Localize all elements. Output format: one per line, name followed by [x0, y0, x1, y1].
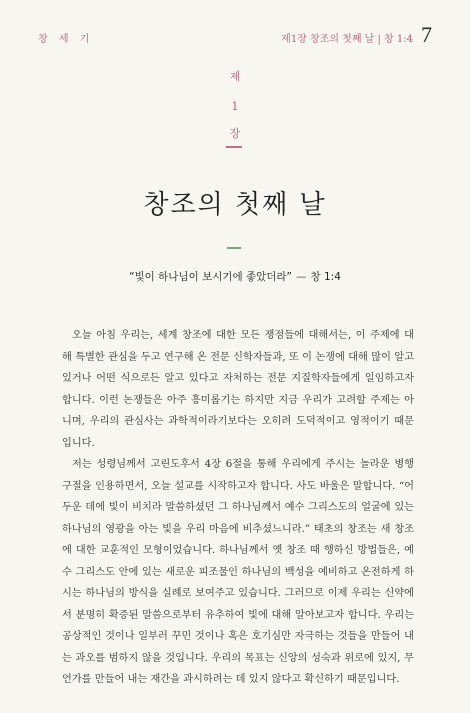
chapter-title: 창조의 첫째 날 — [143, 190, 327, 220]
paragraph-line: 공상적인 것이나 일부러 꾸민 것이나 혹은 호기심만 자극하는 것들을 만들어 내 — [62, 631, 414, 642]
paragraph-line: 합니다. 이런 논쟁들은 아주 흥미롭기는 하지만 지금 우리가 고려할 주제는 아 — [62, 394, 414, 406]
epigraph-reference: 창 1:4 — [310, 271, 341, 283]
header-right — [281, 22, 432, 48]
paragraph-line: 해 특별한 관심을 두고 연구해 온 전문 신학자들과, 또 이 논쟁에 대해 많이 알고 — [62, 351, 414, 363]
paragraph-line: 서 분명히 확증된 말씀으로부터 유추하여 빛에 대해 알아보고자 합니다. 우리는 — [62, 609, 414, 621]
header-book-title: 창 세 기 — [38, 34, 94, 45]
paragraph-line: 에 대한 교훈적인 모형이었습니다. 하나님께서 옛 창조 때 행하신 방법들은, 예 — [62, 545, 414, 556]
epigraph-quote: “빛이 하나님이 보시기에 좋았더라” — [129, 271, 292, 283]
paragraph-line: 언가를 만들어 내는 재간을 과시하려는 데 있지 않다고 확신하기 때문입니다. — [62, 674, 400, 685]
page-number: 7 — [421, 22, 432, 47]
chapter-label-top: 제 — [229, 70, 241, 83]
paragraph-line: 수 그리스도 안에 있는 새로운 피조물인 하나님의 백성을 예비하고 온전하게 하 — [62, 566, 414, 578]
paragraph-2 — [62, 454, 414, 691]
paragraph-line: 하나님의 영광을 아는 빛을 우리 마음에 비추셨느니라.” 태초의 창조는 새 창조 — [62, 523, 414, 535]
paragraph-line: 입니다. — [62, 437, 95, 449]
paragraph-line: 오늘 아침 우리는, 세계 창조에 대한 모든 쟁점들에 대해서는, 이 주제에 대 — [72, 330, 414, 341]
running-title: 제1장 창조의 첫째 날 | 창 1:4 — [281, 34, 413, 45]
epigraph-dash: — — [296, 271, 307, 283]
chapter-label-bottom: 장 — [229, 127, 241, 140]
paragraph-line: 저는 성령님께서 고린도후서 4장 6절을 통해 우리에게 주시는 놀라운 병행 — [72, 459, 414, 470]
paragraph-line: 니며, 우리의 관심사는 과학적이라기보다는 오히려 도덕적이고 영적이기 때문 — [62, 416, 414, 427]
paragraph-line: 시는 하나님의 방식을 실례로 보여주고 있습니다. 그러므로 이제 우리는 신약에 — [62, 588, 414, 599]
chapter-label-number: 1 — [231, 100, 239, 113]
body-text — [62, 325, 414, 691]
paragraph-line: 구절을 인용하면서, 오늘 설교를 시작하고자 합니다. 사도 바울은 말합니다. “어 — [62, 480, 414, 492]
chapter-label-rule — [226, 146, 242, 148]
paragraph-line: 는 과오를 범하지 않을 것입니다. 우리의 목표는 신앙의 성숙과 위로에 있지, 무 — [62, 652, 414, 664]
paragraph-line: 두운 데에 빛이 비치라 말씀하셨던 그 하나님께서 예수 그리스도의 얼굴에 있는 — [62, 502, 414, 513]
paragraph-1 — [62, 325, 414, 454]
epigraph — [0, 269, 470, 284]
paragraph-line: 있거나 어떤 식으로든 알고 있다고 자처하는 전문 지질학자들에게 일임하고자 — [62, 373, 414, 384]
title-rule — [227, 247, 241, 249]
